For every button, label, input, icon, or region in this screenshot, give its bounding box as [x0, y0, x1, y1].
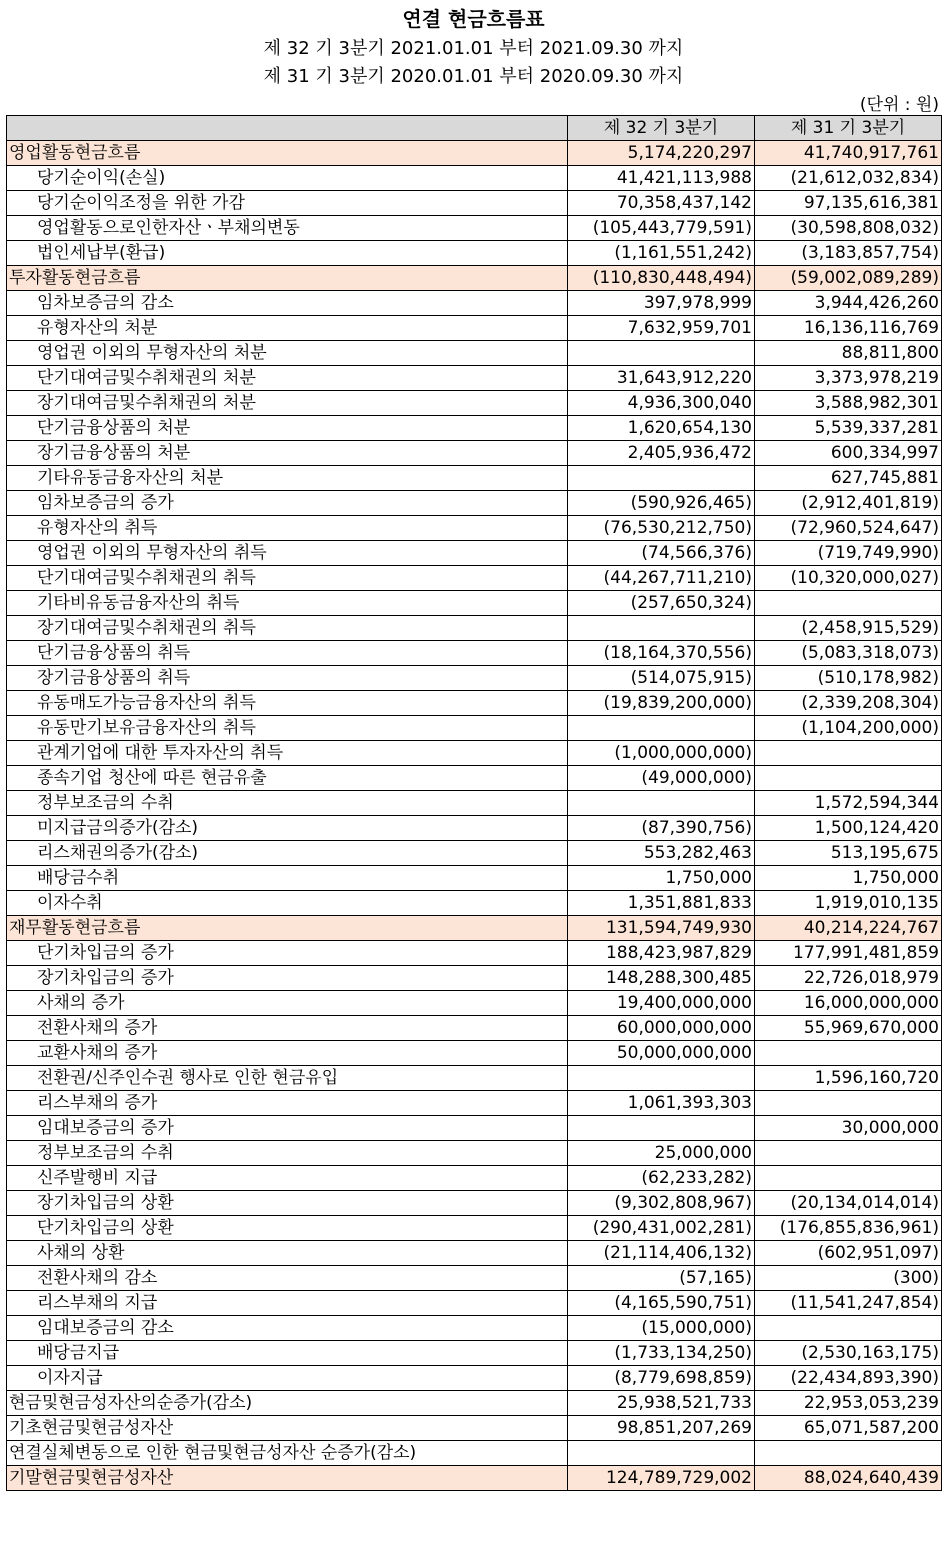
table-row: [7, 391, 942, 416]
row-prior-value: (2,912,401,819): [755, 491, 942, 516]
row-label: 미지급금의증가(감소): [7, 816, 568, 841]
row-label: 영업권 이외의 무형자산의 취득: [7, 541, 568, 566]
row-current-value: 2,405,936,472: [568, 441, 755, 466]
row-current-value: [568, 1066, 755, 1091]
row-current-value: 1,061,393,303: [568, 1091, 755, 1116]
row-current-value: (1,000,000,000): [568, 741, 755, 766]
row-current-value: (110,830,448,494): [568, 266, 755, 291]
table-row: [7, 916, 942, 941]
cash-flow-table: [6, 115, 942, 1491]
row-label: 기타유동금융자산의 처분: [7, 466, 568, 491]
row-prior-value: 3,373,978,219: [755, 366, 942, 391]
row-prior-value: (602,951,097): [755, 1241, 942, 1266]
header-current-period: 제 32 기 3분기: [568, 116, 755, 141]
row-prior-value: (21,612,032,834): [755, 166, 942, 191]
table-row: [7, 716, 942, 741]
row-prior-value: 600,334,997: [755, 441, 942, 466]
row-label: 관계기업에 대한 투자자산의 취득: [7, 741, 568, 766]
row-current-value: (19,839,200,000): [568, 691, 755, 716]
row-prior-value: 97,135,616,381: [755, 191, 942, 216]
row-label: 정부보조금의 수취: [7, 791, 568, 816]
table-row: [7, 1241, 942, 1266]
row-current-value: 41,421,113,988: [568, 166, 755, 191]
row-current-value: 397,978,999: [568, 291, 755, 316]
table-body: [7, 141, 942, 1491]
row-prior-value: 16,136,116,769: [755, 316, 942, 341]
row-current-value: [568, 1116, 755, 1141]
row-label: 임대보증금의 증가: [7, 1116, 568, 1141]
row-label: 신주발행비 지급: [7, 1166, 568, 1191]
row-prior-value: [755, 591, 942, 616]
table-row: [7, 1391, 942, 1416]
row-label: 장기금융상품의 처분: [7, 441, 568, 466]
row-current-value: 148,288,300,485: [568, 966, 755, 991]
table-row: [7, 891, 942, 916]
row-label: 투자활동현금흐름: [7, 266, 568, 291]
row-current-value: 50,000,000,000: [568, 1041, 755, 1066]
row-prior-value: (719,749,990): [755, 541, 942, 566]
row-current-value: (44,267,711,210): [568, 566, 755, 591]
table-header-row: [7, 116, 942, 141]
row-prior-value: 16,000,000,000: [755, 991, 942, 1016]
table-row: [7, 1041, 942, 1066]
row-label: 당기순이익(손실): [7, 166, 568, 191]
row-prior-value: 65,071,587,200: [755, 1416, 942, 1441]
row-current-value: 5,174,220,297: [568, 141, 755, 166]
table-row: [7, 1466, 942, 1491]
row-current-value: (1,161,551,242): [568, 241, 755, 266]
table-row: [7, 516, 942, 541]
row-prior-value: 1,500,124,420: [755, 816, 942, 841]
row-prior-value: (59,002,089,289): [755, 266, 942, 291]
row-current-value: 25,938,521,733: [568, 1391, 755, 1416]
row-current-value: (1,733,134,250): [568, 1341, 755, 1366]
row-label: 당기순이익조정을 위한 가감: [7, 191, 568, 216]
table-row: [7, 566, 942, 591]
row-label: 배당금수취: [7, 866, 568, 891]
table-row: [7, 791, 942, 816]
row-prior-value: (176,855,836,961): [755, 1216, 942, 1241]
row-prior-value: [755, 741, 942, 766]
row-label: 기타비유동금융자산의 취득: [7, 591, 568, 616]
row-prior-value: (20,134,014,014): [755, 1191, 942, 1216]
table-row: [7, 1291, 942, 1316]
row-prior-value: 22,726,018,979: [755, 966, 942, 991]
row-label: 장기대여금및수취채권의 처분: [7, 391, 568, 416]
row-label: 장기차입금의 증가: [7, 966, 568, 991]
table-row: [7, 841, 942, 866]
row-prior-value: 1,596,160,720: [755, 1066, 942, 1091]
row-current-value: [568, 716, 755, 741]
row-current-value: (4,165,590,751): [568, 1291, 755, 1316]
row-current-value: (15,000,000): [568, 1316, 755, 1341]
table-row: [7, 1166, 942, 1191]
row-current-value: (18,164,370,556): [568, 641, 755, 666]
row-current-value: (257,650,324): [568, 591, 755, 616]
table-row: [7, 1191, 942, 1216]
row-label: 영업권 이외의 무형자산의 처분: [7, 341, 568, 366]
row-label: 장기대여금및수취채권의 취득: [7, 616, 568, 641]
row-prior-value: 3,588,982,301: [755, 391, 942, 416]
table-row: [7, 966, 942, 991]
row-label: 리스채권의증가(감소): [7, 841, 568, 866]
table-row: [7, 1066, 942, 1091]
row-current-value: 4,936,300,040: [568, 391, 755, 416]
row-prior-value: 3,944,426,260: [755, 291, 942, 316]
row-label: 유형자산의 취득: [7, 516, 568, 541]
table-row: [7, 166, 942, 191]
row-prior-value: 177,991,481,859: [755, 941, 942, 966]
table-row: [7, 541, 942, 566]
table-row: [7, 466, 942, 491]
row-label: 전환사채의 감소: [7, 1266, 568, 1291]
row-prior-value: (3,183,857,754): [755, 241, 942, 266]
row-prior-value: [755, 1041, 942, 1066]
row-prior-value: [755, 1316, 942, 1341]
period-prior: 제 31 기 3분기 2020.01.01 부터 2020.09.30 까지: [263, 66, 684, 87]
row-current-value: 131,594,749,930: [568, 916, 755, 941]
row-prior-value: 88,024,640,439: [755, 1466, 942, 1491]
table-row: [7, 1216, 942, 1241]
row-label: 영업활동현금흐름: [7, 141, 568, 166]
row-prior-value: (10,320,000,027): [755, 566, 942, 591]
row-label: 유형자산의 처분: [7, 316, 568, 341]
row-current-value: [568, 616, 755, 641]
row-current-value: 188,423,987,829: [568, 941, 755, 966]
row-prior-value: [755, 1166, 942, 1191]
row-prior-value: 627,745,881: [755, 466, 942, 491]
table-row: [7, 1116, 942, 1141]
row-prior-value: 55,969,670,000: [755, 1016, 942, 1041]
page-title: 연결 현금흐름표: [402, 7, 545, 31]
row-prior-value: (2,458,915,529): [755, 616, 942, 641]
row-label: 유동매도가능금융자산의 취득: [7, 691, 568, 716]
row-label: 단기금융상품의 취득: [7, 641, 568, 666]
row-current-value: 70,358,437,142: [568, 191, 755, 216]
table-row: [7, 816, 942, 841]
table-row: [7, 491, 942, 516]
row-label: 정부보조금의 수취: [7, 1141, 568, 1166]
row-prior-value: 41,740,917,761: [755, 141, 942, 166]
row-current-value: 98,851,207,269: [568, 1416, 755, 1441]
row-prior-value: (30,598,808,032): [755, 216, 942, 241]
row-label: 단기차입금의 상환: [7, 1216, 568, 1241]
header-account: [7, 116, 568, 141]
table-row: [7, 366, 942, 391]
row-label: 단기차입금의 증가: [7, 941, 568, 966]
row-label: 사채의 증가: [7, 991, 568, 1016]
row-prior-value: 1,750,000: [755, 866, 942, 891]
row-prior-value: 30,000,000: [755, 1116, 942, 1141]
row-prior-value: 40,214,224,767: [755, 916, 942, 941]
table-row: [7, 941, 942, 966]
row-label: 유동만기보유금융자산의 취득: [7, 716, 568, 741]
row-label: 단기금융상품의 처분: [7, 416, 568, 441]
row-prior-value: (22,434,893,390): [755, 1366, 942, 1391]
table-row: [7, 1316, 942, 1341]
row-label: 단기대여금및수취채권의 취득: [7, 566, 568, 591]
row-current-value: 1,620,654,130: [568, 416, 755, 441]
row-label: 장기차입금의 상환: [7, 1191, 568, 1216]
table-row: [7, 141, 942, 166]
table-row: [7, 1441, 942, 1466]
period-current: 제 32 기 3분기 2021.01.01 부터 2021.09.30 까지: [263, 38, 684, 59]
row-label: 단기대여금및수취채권의 처분: [7, 366, 568, 391]
row-label: 교환사채의 증가: [7, 1041, 568, 1066]
table-row: [7, 766, 942, 791]
table-row: [7, 1366, 942, 1391]
row-current-value: (74,566,376): [568, 541, 755, 566]
row-current-value: (57,165): [568, 1266, 755, 1291]
table-row: [7, 991, 942, 1016]
row-current-value: [568, 341, 755, 366]
row-prior-value: [755, 766, 942, 791]
row-current-value: 1,750,000: [568, 866, 755, 891]
table-row: [7, 866, 942, 891]
row-label: 리스부채의 지급: [7, 1291, 568, 1316]
row-current-value: (9,302,808,967): [568, 1191, 755, 1216]
row-prior-value: (1,104,200,000): [755, 716, 942, 741]
row-current-value: (590,926,465): [568, 491, 755, 516]
row-label: 임대보증금의 감소: [7, 1316, 568, 1341]
row-prior-value: 513,195,675: [755, 841, 942, 866]
header-prior-period: 제 31 기 3분기: [755, 116, 942, 141]
row-current-value: (290,431,002,281): [568, 1216, 755, 1241]
table-row: [7, 291, 942, 316]
table-row: [7, 616, 942, 641]
row-label: 장기금융상품의 취득: [7, 666, 568, 691]
row-prior-value: 22,953,053,239: [755, 1391, 942, 1416]
row-prior-value: 1,572,594,344: [755, 791, 942, 816]
table-row: [7, 641, 942, 666]
row-current-value: 25,000,000: [568, 1141, 755, 1166]
row-prior-value: (2,339,208,304): [755, 691, 942, 716]
table-row: [7, 1341, 942, 1366]
row-current-value: 31,643,912,220: [568, 366, 755, 391]
row-current-value: 19,400,000,000: [568, 991, 755, 1016]
table-row: [7, 1141, 942, 1166]
row-label: 임차보증금의 감소: [7, 291, 568, 316]
table-row: [7, 691, 942, 716]
table-row: [7, 241, 942, 266]
row-prior-value: (510,178,982): [755, 666, 942, 691]
row-label: 이자수취: [7, 891, 568, 916]
row-prior-value: (72,960,524,647): [755, 516, 942, 541]
row-label: 임차보증금의 증가: [7, 491, 568, 516]
row-label: 현금및현금성자산의순증가(감소): [7, 1391, 568, 1416]
row-current-value: (87,390,756): [568, 816, 755, 841]
row-current-value: (105,443,779,591): [568, 216, 755, 241]
row-current-value: 60,000,000,000: [568, 1016, 755, 1041]
row-current-value: 7,632,959,701: [568, 316, 755, 341]
row-label: 전환권/신주인수권 행사로 인한 현금유입: [7, 1066, 568, 1091]
row-current-value: 1,351,881,833: [568, 891, 755, 916]
row-current-value: (49,000,000): [568, 766, 755, 791]
row-label: 연결실체변동으로 인한 현금및현금성자산 순증가(감소): [7, 1441, 568, 1466]
table-row: [7, 216, 942, 241]
table-row: [7, 416, 942, 441]
row-label: 영업활동으로인한자산ㆍ부채의변동: [7, 216, 568, 241]
row-prior-value: (2,530,163,175): [755, 1341, 942, 1366]
table-row: [7, 741, 942, 766]
table-row: [7, 1016, 942, 1041]
row-current-value: (62,233,282): [568, 1166, 755, 1191]
row-current-value: [568, 791, 755, 816]
row-current-value: 124,789,729,002: [568, 1466, 755, 1491]
table-row: [7, 441, 942, 466]
row-current-value: [568, 466, 755, 491]
row-prior-value: [755, 1441, 942, 1466]
table-row: [7, 666, 942, 691]
row-label: 기초현금및현금성자산: [7, 1416, 568, 1441]
table-row: [7, 1266, 942, 1291]
row-label: 법인세납부(환급): [7, 241, 568, 266]
row-current-value: (8,779,698,859): [568, 1366, 755, 1391]
row-label: 배당금지급: [7, 1341, 568, 1366]
row-label: 사채의 상환: [7, 1241, 568, 1266]
row-current-value: [568, 1441, 755, 1466]
row-prior-value: (5,083,318,073): [755, 641, 942, 666]
row-label: 재무활동현금흐름: [7, 916, 568, 941]
row-prior-value: (11,541,247,854): [755, 1291, 942, 1316]
table-row: [7, 341, 942, 366]
row-prior-value: [755, 1091, 942, 1116]
table-row: [7, 316, 942, 341]
row-prior-value: [755, 1141, 942, 1166]
row-label: 리스부채의 증가: [7, 1091, 568, 1116]
row-label: 이자지급: [7, 1366, 568, 1391]
row-label: 기말현금및현금성자산: [7, 1466, 568, 1491]
row-current-value: (514,075,915): [568, 666, 755, 691]
table-row: [7, 591, 942, 616]
row-prior-value: 1,919,010,135: [755, 891, 942, 916]
table-row: [7, 1416, 942, 1441]
row-label: 종속기업 청산에 따른 현금유출: [7, 766, 568, 791]
unit-label: (단위 : 원): [859, 95, 939, 115]
table-row: [7, 191, 942, 216]
row-prior-value: 88,811,800: [755, 341, 942, 366]
table-row: [7, 266, 942, 291]
row-current-value: (76,530,212,750): [568, 516, 755, 541]
row-prior-value: 5,539,337,281: [755, 416, 942, 441]
row-prior-value: (300): [755, 1266, 942, 1291]
row-label: 전환사채의 증가: [7, 1016, 568, 1041]
table-row: [7, 1091, 942, 1116]
row-current-value: (21,114,406,132): [568, 1241, 755, 1266]
row-current-value: 553,282,463: [568, 841, 755, 866]
